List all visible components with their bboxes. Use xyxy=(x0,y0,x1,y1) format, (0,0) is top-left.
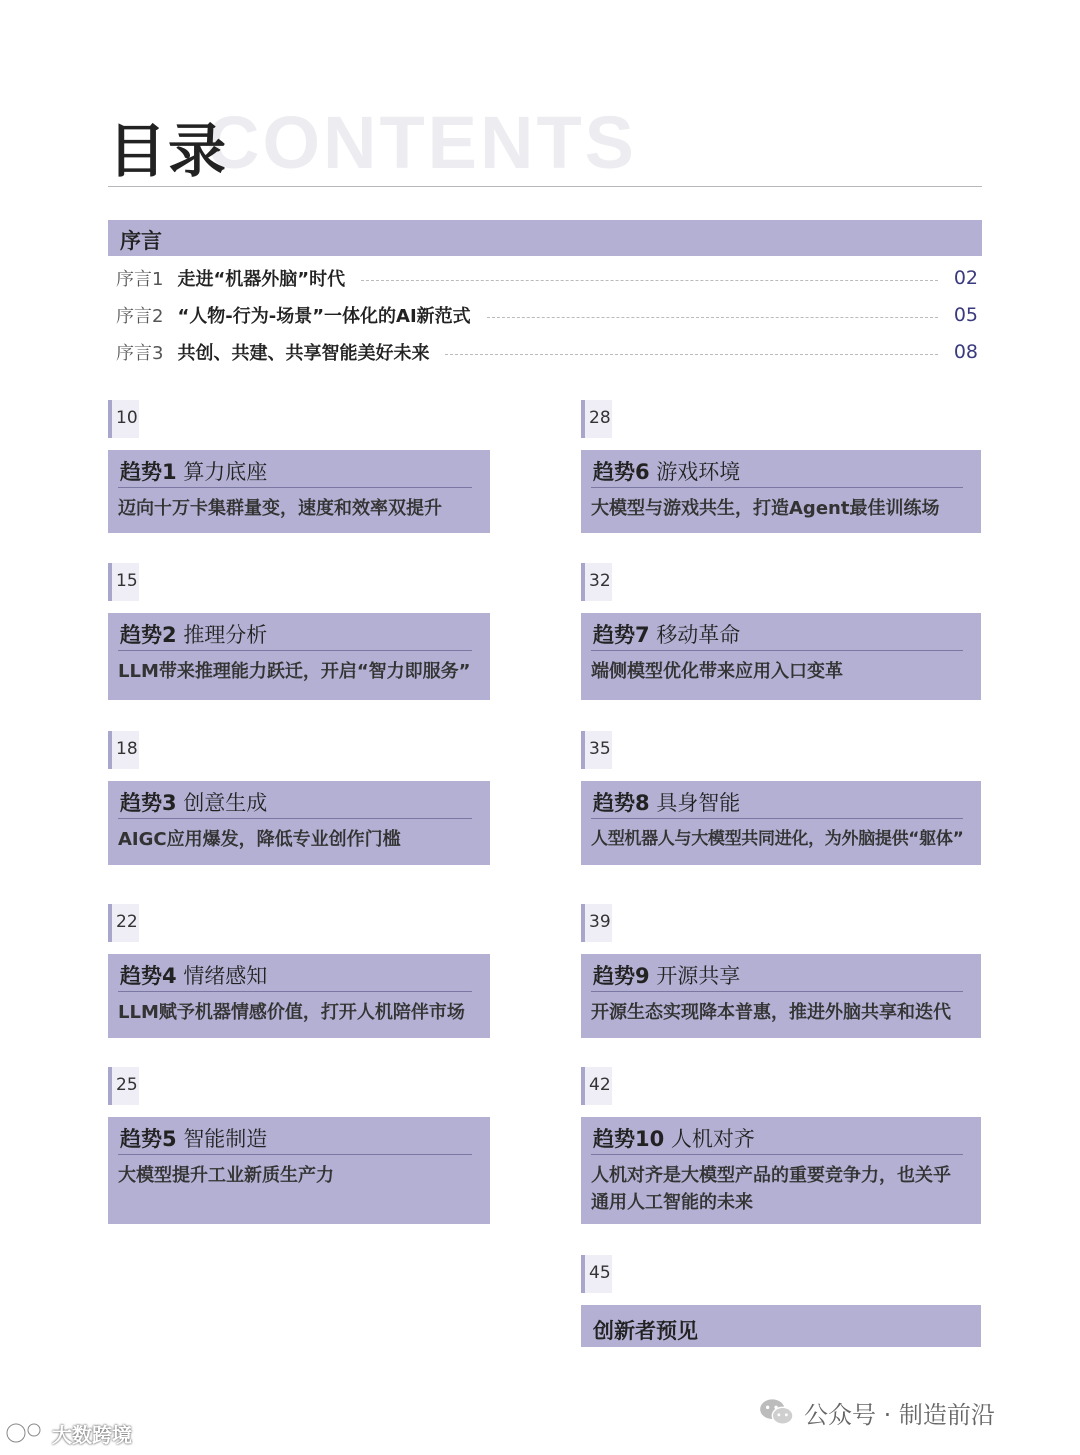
preface-number: 序言3 xyxy=(116,343,164,364)
preface-heading-bar xyxy=(108,220,982,256)
page-tab xyxy=(581,1255,612,1293)
tab-page-number: 22 xyxy=(116,912,138,932)
preface-number: 序言2 xyxy=(116,306,164,327)
preface-page: 02 xyxy=(953,267,978,289)
trend-name: 人机对齐 xyxy=(670,1127,755,1151)
tab-page-number: 45 xyxy=(589,1263,611,1283)
page-tab xyxy=(108,1067,139,1105)
trend-subtitle: 开源生态实现降本普惠，推进外脑共享和迭代 xyxy=(591,1002,951,1023)
trend-card-7[interactable] xyxy=(581,613,981,700)
wechat-icon xyxy=(758,1397,796,1427)
trend-label: 趋势4 xyxy=(120,964,177,988)
trend-heading xyxy=(593,787,740,817)
trend-heading xyxy=(593,456,740,486)
trend-subtitle: 人型机器人与大模型共同进化，为外脑提供“躯体” xyxy=(591,829,964,849)
trend-label: 趋势3 xyxy=(120,791,177,815)
trend-name: 移动革命 xyxy=(656,623,741,647)
trend-heading xyxy=(120,619,267,649)
trend-name: 游戏环境 xyxy=(656,460,741,484)
trend-name: 智能制造 xyxy=(183,1127,268,1151)
trend-label: 趋势2 xyxy=(120,623,177,647)
trend-card-6[interactable] xyxy=(581,450,981,533)
trend-card-10[interactable] xyxy=(581,1117,981,1224)
trend-subtitle: 迈向十万卡集群量变，速度和效率双提升 xyxy=(118,498,442,519)
card-divider xyxy=(118,487,472,488)
trend-name: 开源共享 xyxy=(656,964,741,988)
preface-number: 序言1 xyxy=(116,269,164,290)
title-en: CONTENTS xyxy=(206,101,637,184)
trend-name: 创意生成 xyxy=(183,791,268,815)
trend-heading xyxy=(120,787,267,817)
wechat-account xyxy=(758,1394,995,1430)
preface-title: “人物-行为-场景”一体化的AI新范式 xyxy=(177,306,471,327)
page-tab xyxy=(108,563,139,601)
page-tab xyxy=(581,731,612,769)
trend-subtitle: LLM带来推理能力跃迁，开启“智力即服务” xyxy=(118,661,471,682)
watermark-logo-icon xyxy=(4,1420,48,1446)
trend-label: 趋势9 xyxy=(593,964,650,988)
card-divider xyxy=(591,991,963,992)
trend-card-8[interactable] xyxy=(581,781,981,865)
trend-label: 趋势5 xyxy=(120,1127,177,1151)
tab-page-number: 32 xyxy=(589,571,611,591)
watermark-text: 大数跨境 xyxy=(52,1422,132,1447)
tab-page-number: 15 xyxy=(116,571,138,591)
page-tab xyxy=(108,400,139,438)
card-divider xyxy=(118,991,472,992)
preface-page: 05 xyxy=(953,304,978,326)
page-tab xyxy=(581,904,612,942)
preface-item-1[interactable] xyxy=(116,264,978,292)
preface-item-3[interactable] xyxy=(116,338,978,366)
trend-card-4[interactable] xyxy=(108,954,490,1038)
page-tab xyxy=(581,1067,612,1105)
card-divider xyxy=(591,1154,963,1155)
dotted-leader xyxy=(445,354,937,355)
trend-heading xyxy=(593,1123,755,1153)
page-title: 目录 xyxy=(108,117,229,185)
trend-subtitle: 大模型与游戏共生，打造Agent最佳训练场 xyxy=(591,498,940,519)
preface-heading: 序言 xyxy=(120,229,162,253)
tab-page-number: 10 xyxy=(116,408,138,428)
card-divider xyxy=(118,818,472,819)
page-tab xyxy=(581,400,612,438)
trend-name: 具身智能 xyxy=(656,791,741,815)
trend-label: 趋势10 xyxy=(593,1127,665,1151)
trend-subtitle: 端侧模型优化带来应用入口变革 xyxy=(591,661,843,682)
tab-page-number: 39 xyxy=(589,912,611,932)
final-section-card[interactable] xyxy=(581,1305,981,1347)
trend-card-9[interactable] xyxy=(581,954,981,1038)
trend-card-1[interactable] xyxy=(108,450,490,533)
card-divider xyxy=(591,818,963,819)
tab-page-number: 25 xyxy=(116,1075,138,1095)
page-tab xyxy=(108,904,139,942)
trend-heading xyxy=(593,960,740,990)
trend-heading xyxy=(120,960,267,990)
dotted-leader xyxy=(487,317,938,318)
final-section-title: 创新者预见 xyxy=(593,1319,698,1343)
page-tab xyxy=(108,731,139,769)
tab-page-number: 18 xyxy=(116,739,138,759)
tab-page-number: 28 xyxy=(589,408,611,428)
page-header xyxy=(108,100,982,186)
trend-heading xyxy=(120,1123,267,1153)
trend-subtitle: AIGC应用爆发，降低专业创作门槛 xyxy=(118,829,401,850)
preface-page: 08 xyxy=(953,341,978,363)
trend-name: 情绪感知 xyxy=(183,964,268,988)
trend-card-2[interactable] xyxy=(108,613,490,700)
page-tab xyxy=(581,563,612,601)
trend-subtitle: 大模型提升工业新质生产力 xyxy=(118,1165,334,1186)
card-divider xyxy=(118,1154,472,1155)
trend-card-3[interactable] xyxy=(108,781,490,865)
dotted-leader xyxy=(361,280,938,281)
card-divider xyxy=(591,487,963,488)
trend-card-5[interactable] xyxy=(108,1117,490,1224)
trend-subtitle: 人机对齐是大模型产品的重要竞争力，也关乎通用人工智能的未来 xyxy=(591,1165,951,1213)
trend-heading xyxy=(593,619,740,649)
preface-title: 共创、共建、共享智能美好未来 xyxy=(177,343,430,364)
trend-label: 趋势7 xyxy=(593,623,650,647)
trend-subtitle: LLM赋予机器情感价值，打开人机陪伴市场 xyxy=(118,1002,465,1023)
header-divider xyxy=(108,186,982,187)
tab-page-number: 35 xyxy=(589,739,611,759)
trend-name: 推理分析 xyxy=(183,623,268,647)
tab-page-number: 42 xyxy=(589,1075,611,1095)
wechat-account-label: 公众号 · 制造前沿 xyxy=(804,1400,995,1429)
preface-title: 走进“机器外脑”时代 xyxy=(177,269,346,290)
trend-label: 趋势1 xyxy=(120,460,177,484)
trend-heading xyxy=(120,456,267,486)
card-divider xyxy=(118,650,472,651)
trend-label: 趋势6 xyxy=(593,460,650,484)
trend-name: 算力底座 xyxy=(183,460,268,484)
trend-label: 趋势8 xyxy=(593,791,650,815)
preface-item-2[interactable] xyxy=(116,301,978,329)
card-divider xyxy=(591,650,963,651)
watermark xyxy=(4,1418,132,1448)
